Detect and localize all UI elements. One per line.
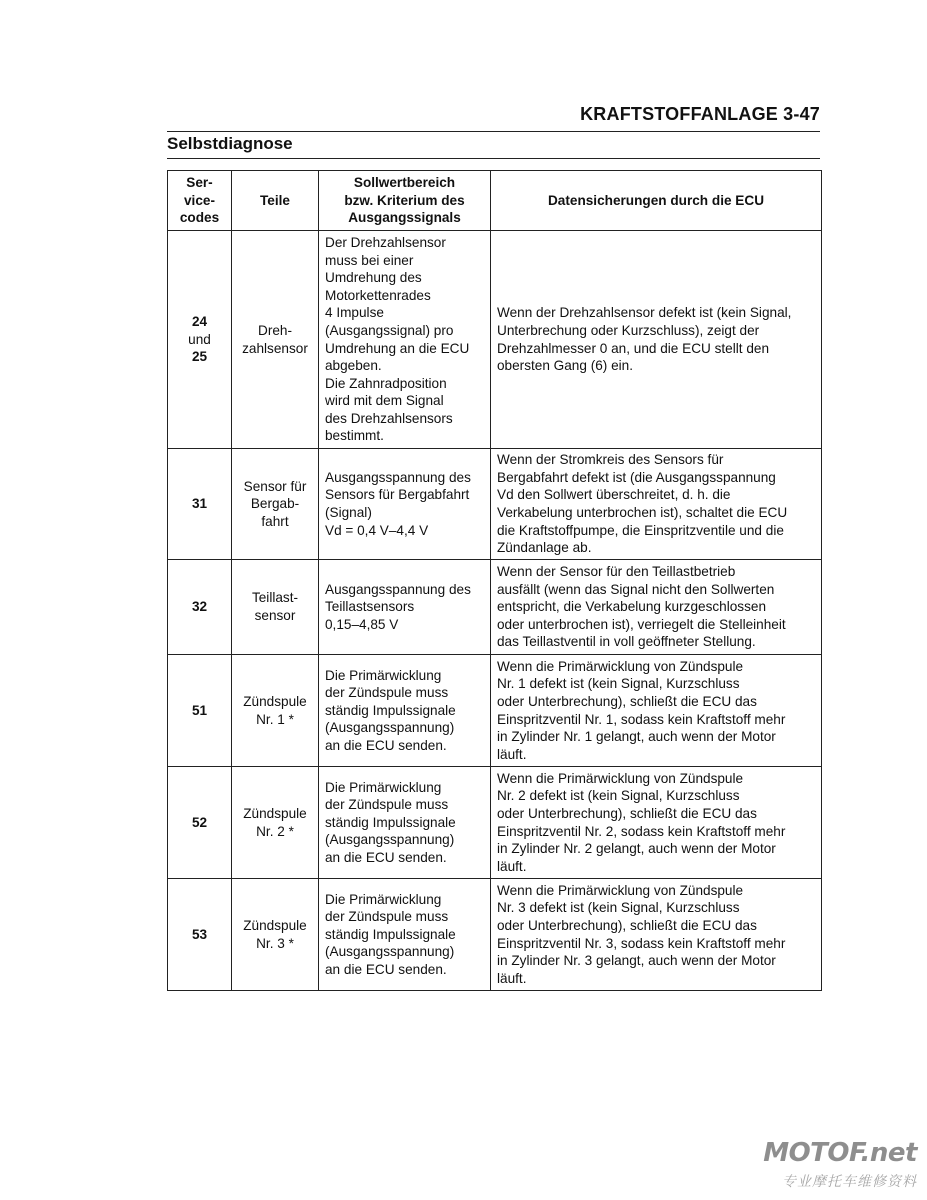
ecu-cell: Wenn die Primärwicklung von Zündspule Nr. 3 defekt ist (kein Signal, Kurzschluss oder Unterbrechung), schließt die ECU das Einspritzventil Nr. 3, sodass kein Kraftstoff mehr in Zylinder Nr. 3 gelangt, auch wenn der Motor läuft. <box>491 879 822 991</box>
section-divider <box>167 158 820 159</box>
diagnosis-table <box>167 170 822 991</box>
table-row <box>168 231 822 449</box>
ecu-cell: Wenn die Primärwicklung von Zündspule Nr. 2 defekt ist (kein Signal, Kurzschluss oder Unterbrechung), schließt die ECU das Einspritzventil Nr. 2, sodass kein Kraftstoff mehr in Zylinder Nr. 2 gelangt, auch wenn der Motor läuft. <box>491 767 822 879</box>
watermark-text: MOTOF.net <box>763 1138 917 1168</box>
header-ecu: Datensicherungen durch die ECU <box>491 171 822 231</box>
header-spec: Sollwertbereich bzw. Kriterium des Ausgangssignals <box>319 171 491 231</box>
table-row <box>168 655 822 767</box>
spec-cell: Der Drehzahlsensor muss bei einer Umdrehung des Motorkettenrades 4 Impulse (Ausgangssignal) pro Umdrehung an die ECU abgeben. Die Zahnradposition wird mit dem Signal des Drehzahlsensors bestimmt. <box>319 231 491 449</box>
service-code-cell: 31 <box>168 449 232 560</box>
service-code-cell: 53 <box>168 879 232 991</box>
header-divider <box>167 131 820 132</box>
part-cell: Zündspule Nr. 2 * <box>232 767 319 879</box>
part-cell: Teillast- sensor <box>232 560 319 655</box>
header-service-codes: Ser- vice- codes <box>168 171 232 231</box>
table-row <box>168 767 822 879</box>
watermark-logo <box>760 1138 925 1194</box>
spec-cell: Ausgangsspannung des Teillastsensors 0,15–4,85 V <box>319 560 491 655</box>
watermark-subtitle: 专业摩托车维修资料 <box>782 1173 917 1189</box>
spec-cell: Die Primärwicklung der Zündspule muss ständig Impulssignale (Ausgangsspannung) an die ECU senden. <box>319 655 491 767</box>
part-cell: Zündspule Nr. 1 * <box>232 655 319 767</box>
spec-cell: Ausgangsspannung des Sensors für Bergabfahrt (Signal) Vd = 0,4 V–4,4 V <box>319 449 491 560</box>
part-cell: Dreh- zahlsensor <box>232 231 319 449</box>
service-code-cell: 51 <box>168 655 232 767</box>
ecu-cell: Wenn der Stromkreis des Sensors für Bergabfahrt defekt ist (die Ausgangsspannung Vd den Sollwert überschreitet, d. h. die Verkabelung unterbrochen ist), schaltet die ECU die Kraftstoffpumpe, die Einspritzventile und die Zündanlage ab. <box>491 449 822 560</box>
ecu-cell: Wenn der Sensor für den Teillastbetrieb ausfällt (wenn das Signal nicht den Sollwerten entspricht, die Verkabelung kurzgeschlossen oder unterbrochen ist), verriegelt die Stelleinheit das Teillastventil in voll geöffneter Stellung. <box>491 560 822 655</box>
section-title: Selbstdiagnose <box>167 134 293 153</box>
ecu-cell: Wenn die Primärwicklung von Zündspule Nr. 1 defekt ist (kein Signal, Kurzschluss oder Unterbrechung), schließt die ECU das Einspritzventil Nr. 1, sodass kein Kraftstoff mehr in Zylinder Nr. 1 gelangt, auch wenn der Motor läuft. <box>491 655 822 767</box>
table-header-row <box>168 171 822 231</box>
header-parts: Teile <box>232 171 319 231</box>
table-row <box>168 449 822 560</box>
spec-cell: Die Primärwicklung der Zündspule muss ständig Impulssignale (Ausgangsspannung) an die ECU senden. <box>319 767 491 879</box>
table-row <box>168 879 822 991</box>
ecu-cell: Wenn der Drehzahlsensor defekt ist (kein Signal, Unterbrechung oder Kurzschluss), zeigt der Drehzahlmesser 0 an, und die ECU stellt den obersten Gang (6) ein. <box>491 231 822 449</box>
table-row <box>168 560 822 655</box>
page-header-title: KRAFTSTOFFANLAGE 3-47 <box>580 104 820 124</box>
part-cell: Zündspule Nr. 3 * <box>232 879 319 991</box>
service-code-cell: 24 und 25 <box>168 231 232 449</box>
spec-cell: Die Primärwicklung der Zündspule muss ständig Impulssignale (Ausgangsspannung) an die ECU senden. <box>319 879 491 991</box>
service-code-cell: 32 <box>168 560 232 655</box>
service-code-cell: 52 <box>168 767 232 879</box>
part-cell: Sensor für Bergab- fahrt <box>232 449 319 560</box>
